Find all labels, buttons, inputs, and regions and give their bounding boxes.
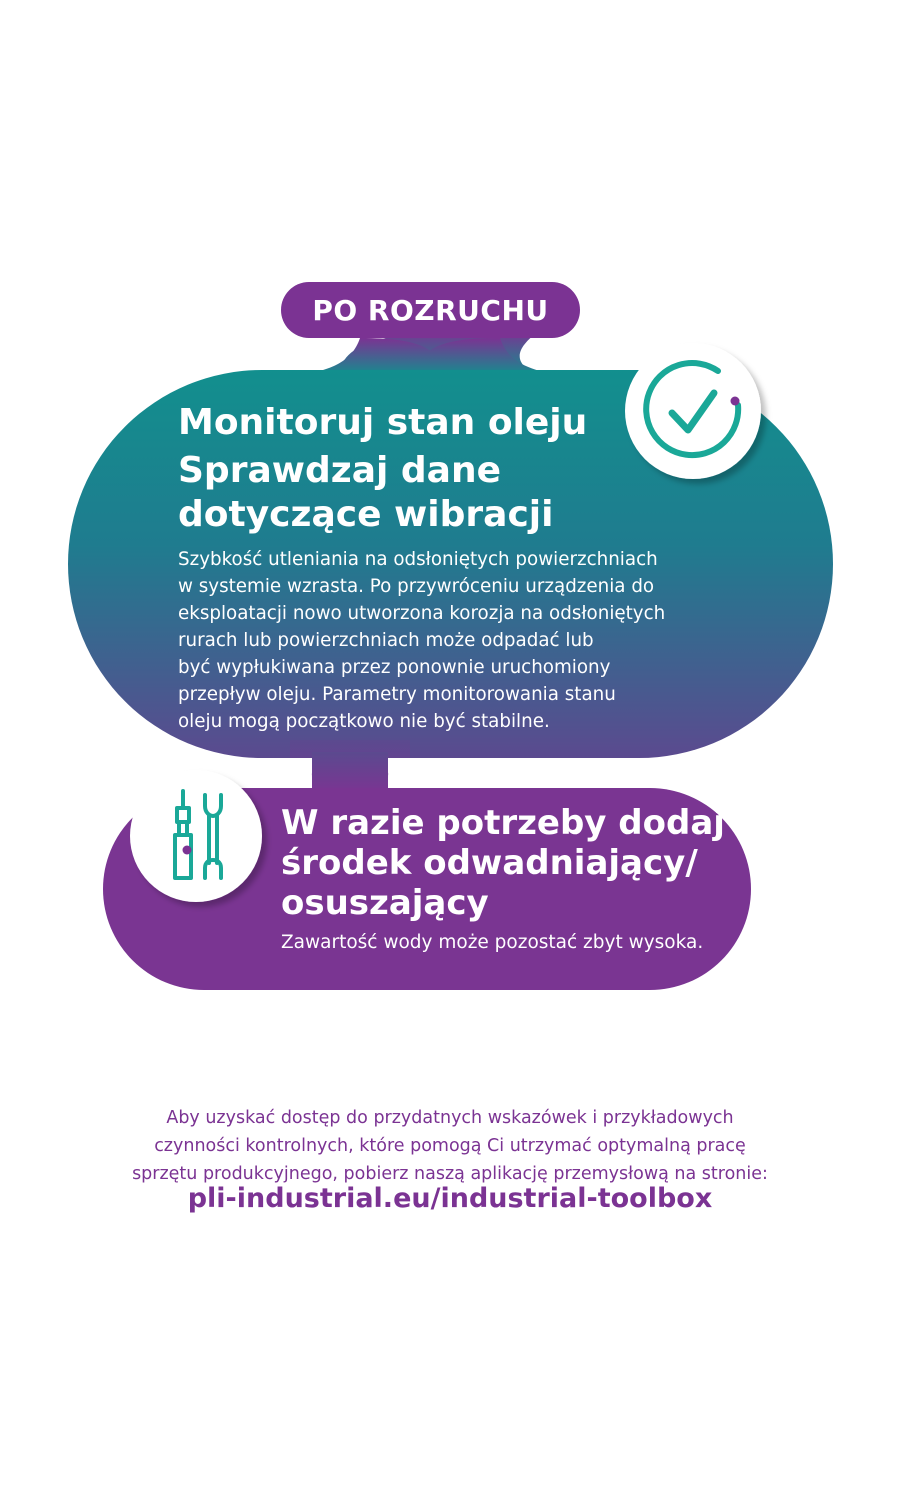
section2-title-line-2: środek odwadniający/ <box>281 843 698 883</box>
section1-title-line-3: dotyczące wibracji <box>178 494 554 535</box>
section1-title-line-2: Sprawdzaj dane <box>178 450 501 491</box>
footer-line: Aby uzyskać dostęp do przydatnych wskazówek i przykładowych <box>166 1108 734 1128</box>
section2-body: Zawartość wody może pozostać zbyt wysoka. <box>281 932 704 953</box>
footer-line: sprzętu produkcyjnego, pobierz naszą aplikację przemysłową na stronie: <box>132 1164 768 1184</box>
badge-label: PO ROZRUCHU <box>312 293 549 327</box>
checkmark-circle-icon <box>625 343 761 479</box>
section2-title-line-1: W razie potrzeby dodaj <box>281 803 725 843</box>
section1-body-line: eksploatacji nowo utworzona korozja na odsłoniętych <box>178 603 666 624</box>
section1-body-line: Szybkość utleniania na odsłoniętych powierzchniach <box>178 549 658 570</box>
section1-body <box>178 546 718 735</box>
footer-text <box>0 1104 900 1188</box>
section1-title-line-1: Monitoruj stan oleju <box>178 402 588 443</box>
section1-body-line: w systemie wzrasta. Po przywróceniu urządzenia do <box>178 576 655 597</box>
screwdriver-wrench-icon <box>130 770 262 902</box>
section1-body-line: rurach lub powierzchniach może odpadać lub <box>178 630 594 651</box>
section1-body-line: przepływ oleju. Parametry monitorowania stanu <box>178 684 616 705</box>
toolbox-link[interactable]: pli-industrial.eu/industrial-toolbox <box>187 1183 713 1214</box>
section2-title-line-3: osuszający <box>281 883 489 923</box>
section1-body-line: oleju mogą początkowo nie być stabilne. <box>178 711 550 732</box>
footer-line: czynności kontrolnych, które pomogą Ci utrzymać optymalną pracę <box>154 1136 746 1156</box>
mid-connector <box>312 752 388 792</box>
section1-body-line: być wypłukiwana przez ponownie uruchomiony <box>178 657 611 678</box>
